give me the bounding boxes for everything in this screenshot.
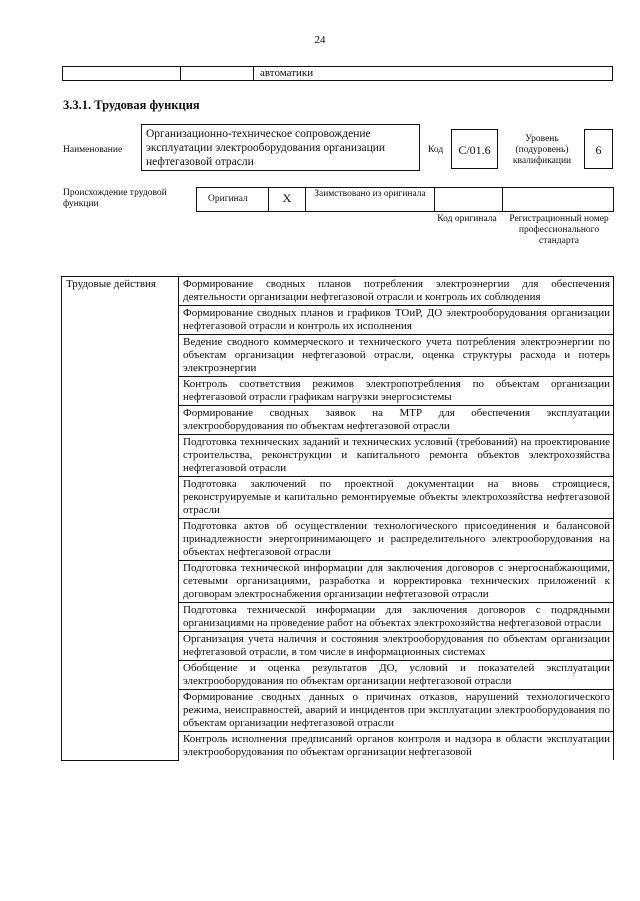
action-item: Формирование сводных заявок на МТР для обеспечения эксплуатации электрооборудования по объектам нефтегазовой отрасли [179,406,614,435]
action-item: Подготовка заключений по проектной документации на вновь строящиеся, реконструируемые и капитально ремонтируемые объекты электрохозяйства нефтегазовой отрасли [179,477,614,519]
function-name: Организационно-техническое сопровождение эксплуатации электрооборудования организации нефтегазовой отрасли [146,128,386,168]
action-item: Подготовка актов об осуществлении технологического присоединения и балансовой принадлежности энергопринимающего и распределительного электрооборудования на объектах нефтегазовой отрасли [179,519,614,561]
code-caption: Код оригинала [437,214,497,224]
strip-cell-1 [63,67,181,81]
action-item: Организация учета наличия и состояния электрооборудования по объектам организации нефтегазовой отрасли, в том числе в информационных системах [179,632,614,661]
continuation-row [62,66,613,81]
table-row [62,277,614,306]
original-mark: X [282,191,292,205]
original-label: Оригинал [208,194,248,204]
level-label: Уровень (подуровень) квалификации [512,134,572,166]
level-box [584,129,613,169]
borrowed-label: Заимствовано из оригинала [314,189,426,199]
qualification-level: 6 [595,143,602,157]
action-item: Подготовка технической информации для заключения договоров с подрядными организациями на проведение работ на объектах электрохозяйства нефтегазовой отрасли [179,603,614,632]
strip-cell-text: автоматики [254,67,613,81]
function-code: С/01.6 [458,143,491,157]
origin-label: Происхождение трудовой функции [63,188,167,209]
labor-actions-table [61,276,614,761]
page-number: 24 [314,34,326,46]
code-label: Код [428,145,444,155]
divider [434,188,435,211]
action-item: Формирование сводных данных о причинах отказов, нарушений технологического режима, неисправностей, аварий и инцидентов при эксплуатации электрооборудования по объектам организации нефтегазовой отрасли [179,690,614,732]
origin-table [196,187,614,212]
actions-label: Трудовые действия [62,277,179,761]
strip-cell-2 [181,67,254,81]
name-label: Наименование [63,145,123,155]
function-name-box [141,124,420,171]
action-item: Подготовка технических заданий и технических условий (требований) на проектирование строительства, реконструкции и капитального ремонта объектов электрохозяйства нефтегазовой отрасли [179,435,614,477]
action-item: Ведение сводного коммерческого и технического учета потребления электроэнергии по объектам организации нефтегазовой отрасли, оценка структуры расхода и потерь электроэнергии [179,335,614,377]
action-item: Подготовка технической информации для заключения договоров с энергоснабжающими, сетевыми организациями, разработка и корректировка технических приложений к договорам электроснабжения организации нефтегазовой отрасли [179,561,614,603]
section-title: 3.3.1. Трудовая функция [63,98,200,112]
action-item: Формирование сводных планов потребления электроэнергии для обеспечения деятельности организации нефтегазовой отрасли и контроль их соблюдения [179,277,614,306]
action-item: Обобщение и оценка результатов ДО, условий и показателей эксплуатации электрооборудования по объектам организации нефтегазовой отрасли [179,661,614,690]
reg-caption: Регистрационный номер профессионального стандарта [509,214,609,246]
action-item: Формирование сводных планов и графиков ТОиР, ДО электрооборудования организации нефтегазовой отрасли и контроль их исполнения [179,306,614,335]
divider [502,188,503,211]
action-item: Контроль исполнения предписаний органов контроля и надзора в области эксплуатации электрооборудования по объектам организации нефтегазовой [179,732,614,761]
action-item: Контроль соответствия режимов электропотребления по объектам организации нефтегазовой отрасли графикам нагрузки энергосистемы [179,377,614,406]
code-box [451,129,498,169]
